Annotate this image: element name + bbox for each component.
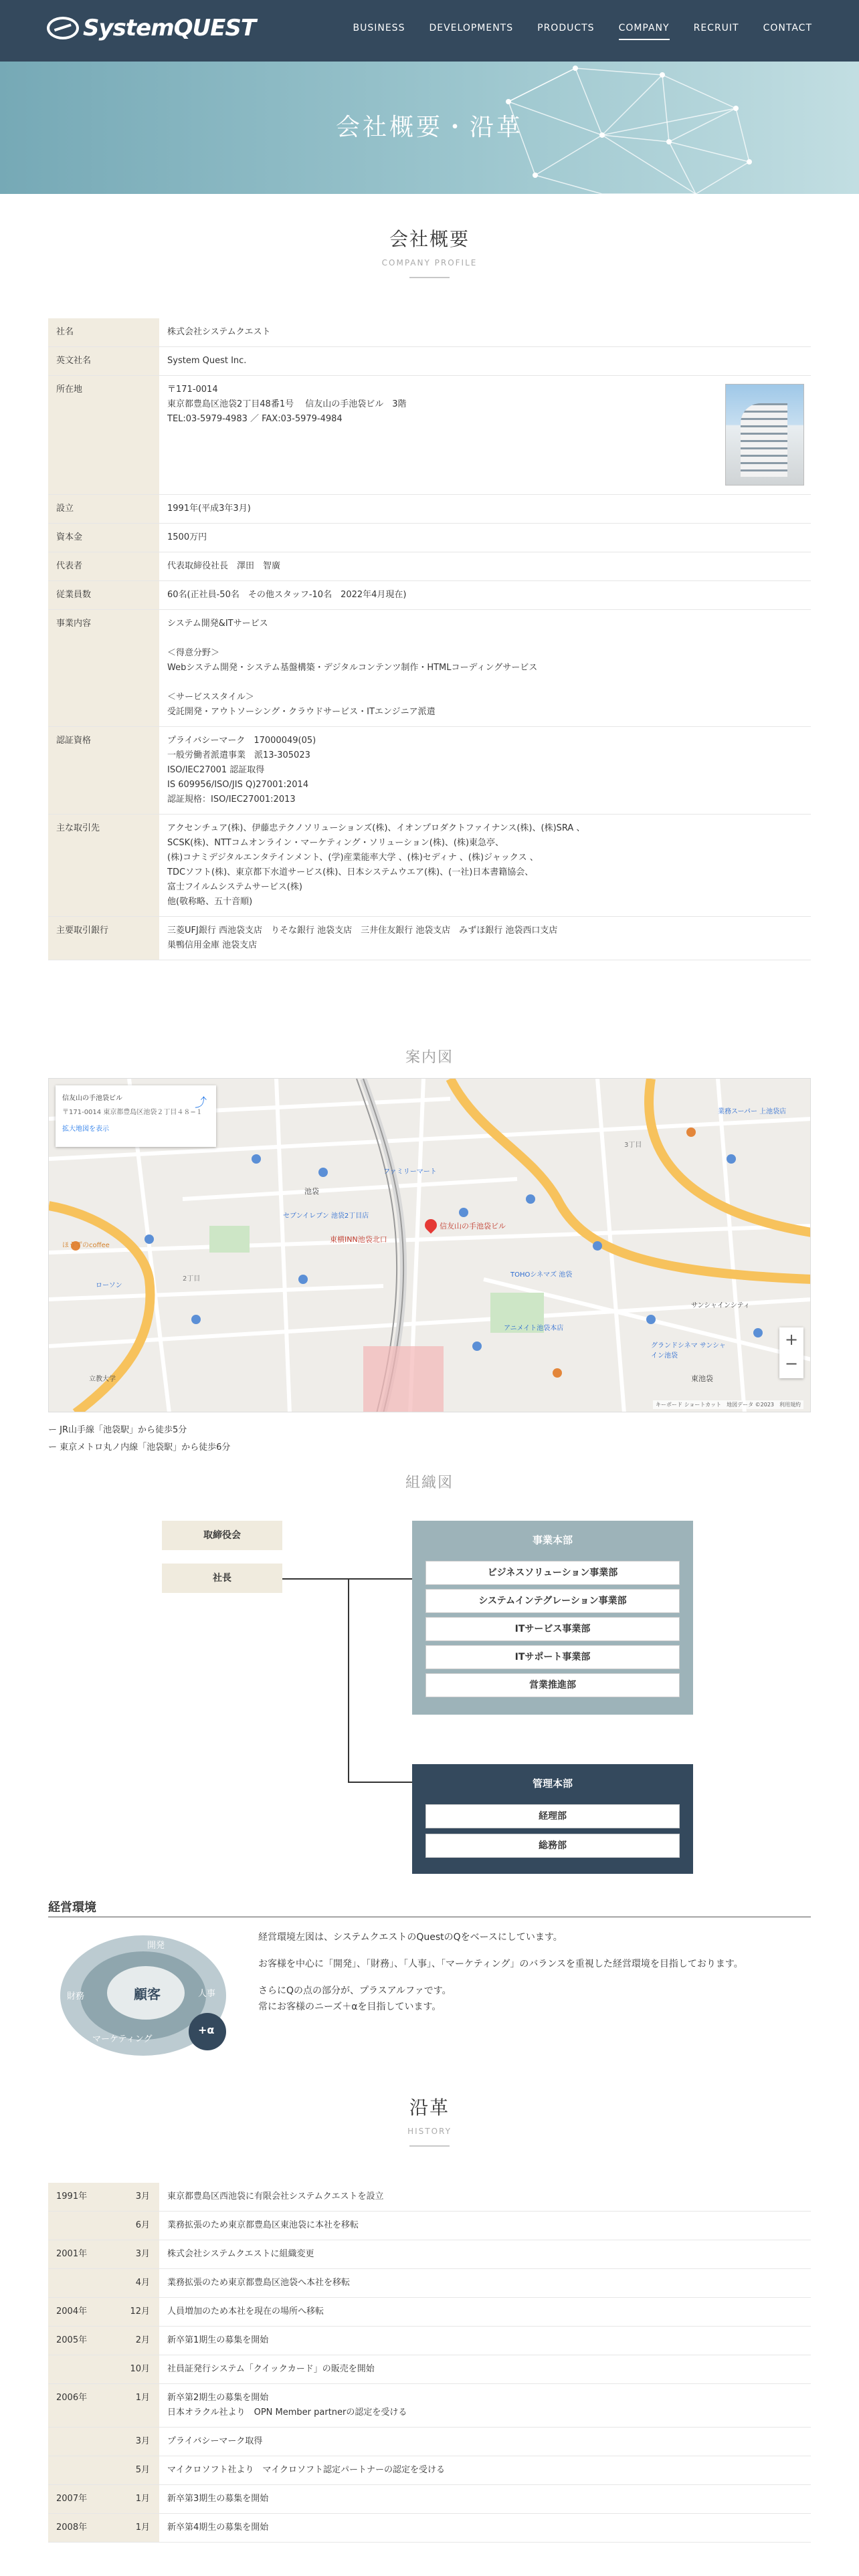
row-value: System Quest Inc. [159,347,811,376]
table-row [48,524,811,552]
logo-mark-icon [47,17,79,39]
map-label: TOHOシネマズ 池袋 [510,1271,573,1279]
history-heading [0,2093,859,2147]
env-center-label: 顧客 [134,1986,161,2002]
org-president: 社長 [162,1564,282,1593]
row-label: 事業内容 [48,610,159,727]
heading-divider [409,2145,450,2147]
org-unit: 総務部 [425,1834,680,1858]
map-card-address: 〒171-0014 東京都豊島区池袋２丁目４８−１ [62,1109,203,1116]
hero-title: 会社概要・沿革 [335,114,523,141]
page-hero [0,62,859,194]
table-row: 2006年 1月 新卒第2期生の募集を開始 日本オラクル社より OPN Member partnerの認定を受ける [48,2384,811,2428]
org-board: 取締役会 [162,1521,282,1550]
table-row: 2008年 1月 新卒第4期生の募集を開始 [48,2514,811,2543]
zoom-out-button[interactable]: − [784,1354,799,1373]
map-label: 東横INN池袋北口 [330,1235,387,1244]
org-unit: 経理部 [425,1804,680,1828]
row-label: 主要取引銀行 [48,917,159,960]
table-row [48,581,811,610]
row-value: システム開発&ITサービス ＜得意分野＞ Webシステム開発・システム基盤構築・デジタルコンテンツ制作・HTMLコーディングサービス ＜サービススタイル＞ 受託開発・アウトソーシング・クラウドサービス・ITエンジニア派遣 [159,610,811,727]
row-value: 1500万円 [159,524,811,552]
row-value: アクセンチュア(株)、伊藤忠テクノソリューションズ(株)、イオンプロダクトファイナンス(株)、(株)SRA 、 SCSK(株)、NTTコムオンライン・マーケティング・ソリューション(株)、(株)東急亭、 (株)コナミデジタルエンタテインメント、(学)産業能率大学 、(株)セディナ 、(株)ジャックス 、 TDCソフト(株)、東京都下水道サービス(株)、日本システムウエア(株)、(一社)日本書籍協会、 富士フイルムシステムサービス(株) 他(敬称略、五十音順) [159,815,811,917]
site-header [0,0,859,62]
row-label: 社名 [48,318,159,347]
map-card-title: 信友山の手池袋ビル [62,1095,122,1102]
map-label: ファミリーマート [383,1168,437,1176]
org-unit: ITサポート事業部 [425,1645,680,1669]
env-paragraph: 常にお客様のニーズ＋αを目指しています。 [258,2002,442,2012]
table-row [48,727,811,815]
table-row: 6月 業務拡張のため東京都豊島区東池袋に本社を移転 [48,2212,811,2240]
profile-title: 会社概要 [389,228,470,250]
map-label: アニメイト池袋本店 [504,1325,564,1332]
map-label: 3丁目 [624,1142,642,1149]
row-value: 〒171-0014 東京都豊島区池袋2丁目48番1号 信友山の手池袋ビル 3階 TEL:03-5979-4983 ／ FAX:03-5979-4984 [159,376,811,495]
map-zoom-control [779,1327,803,1378]
env-paragraph: 経営環境左図は、システムクエストのQuestのQをベースにしています。 [258,1932,563,1943]
table-row: 4月 業務拡張のため東京都豊島区池袋へ本社を移転 [48,2269,811,2298]
site-logo[interactable] [47,13,256,43]
nav-contact[interactable]: CONTACT [763,23,812,33]
map-label: 立教大学 [89,1376,116,1383]
access-info [48,1422,230,1457]
org-unit: ITサービス事業部 [425,1617,680,1641]
row-value: 1991年(平成3年3月) [159,495,811,524]
row-label: 所在地 [48,376,159,495]
access-line: ー 東京メトロ丸ノ内線「池袋駅」から徒歩6分 [48,1442,231,1453]
row-label: 認証資格 [48,727,159,815]
org-admin-title: 管理本部 [532,1778,573,1790]
history-table [48,2183,811,2543]
row-label: 代表者 [48,552,159,581]
history-subtitle: HISTORY [407,2127,452,2136]
org-connector [348,1578,349,1783]
map-label: グランドシネマ サンシャイン池袋 [651,1342,726,1360]
org-unit: システムインテグレーション事業部 [425,1589,680,1613]
nav-products[interactable]: PRODUCTS [537,23,595,33]
row-value: 株式会社システムクエスト [159,318,811,347]
building-photo [725,384,804,486]
table-row [48,815,811,917]
row-value: 三菱UFJ銀行 西池袋支店 りそな銀行 池袋支店 三井住友銀行 池袋支店 みずほ銀行 池袋西口支店 巣鴨信用金庫 池袋支店 [159,917,811,960]
table-row [48,347,811,376]
env-plus-label: +α [198,2024,215,2036]
table-row: 2007年 1月 新卒第3期生の募集を開始 [48,2485,811,2514]
table-row [48,610,811,727]
env-top-label: 開発 [147,1941,165,1951]
table-row: 2004年 12月 人員増加のため本社を現在の場所へ移転 [48,2298,811,2327]
row-value: 60名(正社員-50名 その他スタッフ-10名 2022年4月現在) [159,581,811,610]
env-paragraph: さらにQの点の部分が、プラスアルファです。 [258,1985,452,1996]
row-label: 資本金 [48,524,159,552]
table-row [48,552,811,581]
map-place-card [56,1085,216,1147]
history-title: 沿革 [409,2097,450,2119]
map-label: ローソン [96,1282,122,1289]
env-title: 経営環境 [48,1901,96,1915]
row-value: プライバシーマーク 17000049(05) 一般労働者派遣事業 派13-305023 ISO/IEC27001 認証取得 IS 609956/ISO/JIS Q)27001:2014 認証規格：ISO/IEC27001:2013 [159,727,811,815]
table-row [48,376,811,495]
map-label: サンシャインシティ [691,1302,750,1309]
table-row: 10月 社員証発行システム「クイックカード」の販売を開始 [48,2355,811,2384]
map-label: 池袋 [304,1187,319,1196]
table-row [48,495,811,524]
env-bottom-label: マーケティング [92,2034,153,2044]
org-unit: 営業推進部 [425,1673,680,1697]
map-label: セブンイレブン 池袋2丁目店 [283,1212,369,1220]
table-row [48,917,811,960]
env-right-label: 人事 [198,1989,216,1999]
org-unit: ビジネスソリューション事業部 [425,1561,680,1585]
table-row [48,318,811,347]
zoom-in-button[interactable]: + [784,1330,799,1349]
map-pin-label: 信友山の手池袋ビル [440,1222,506,1230]
map-attribution[interactable]: キーボード ショートカット 地図データ ©2023 利用規約 [653,1400,803,1409]
map-label: 業務スーパー 上池袋店 [718,1108,787,1115]
heading-divider [409,277,450,278]
directions-icon[interactable]: ⤴ [195,1096,207,1110]
table-row: 2005年 2月 新卒第1期生の募集を開始 [48,2327,811,2355]
profile-subtitle: COMPANY PROFILE [381,258,478,267]
map-label: ほうずのcoffee [62,1242,110,1249]
table-row: 2001年 3月 株式会社システムクエストに組織変更 [48,2240,811,2269]
row-label: 設立 [48,495,159,524]
access-line: ー JR山手線「池袋駅」から徒歩5分 [48,1425,187,1435]
profile-table [48,318,811,960]
org-connector [282,1578,412,1580]
map-larger-link[interactable]: 拡大地図を表示 [62,1125,109,1133]
row-label: 従業員数 [48,581,159,610]
org-title: 組織図 [405,1475,454,1491]
profile-heading [0,225,859,278]
env-left-label: 財務 [67,1992,85,2002]
embedded-map[interactable] [48,1078,811,1412]
nav-recruit[interactable]: RECRUIT [693,23,739,33]
table-row: 1991年 3月 東京都豊島区西池袋に有限会社システムクエストを設立 [48,2183,811,2212]
map-label: 2丁目 [183,1275,201,1283]
nav-developments[interactable]: DEVELOPMENTS [429,23,514,33]
map-label: 東池袋 [691,1374,713,1383]
global-nav [329,23,813,40]
logo-text: SystemQUEST [83,15,256,41]
table-row: 5月 マイクロソフト社より マイクロソフト認定パートナーの認定を受ける [48,2456,811,2485]
nav-business[interactable]: BUSINESS [353,23,405,33]
row-value: 代表取締役社長 澤田 智廣 [159,552,811,581]
map-title: 案内図 [405,1049,454,1066]
env-paragraph: お客様を中心に「開発」、「財務」、「人事」、「マーケティング」のバランスを重視した経営環境を目指しております。 [258,1959,743,1969]
nav-company[interactable]: COMPANY [619,23,670,40]
row-label: 英文社名 [48,347,159,376]
row-label: 主な取引先 [48,815,159,917]
org-connector [348,1782,412,1783]
table-row: 3月 プライバシーマーク取得 [48,2428,811,2456]
org-biz-title: 事業本部 [532,1534,573,1546]
